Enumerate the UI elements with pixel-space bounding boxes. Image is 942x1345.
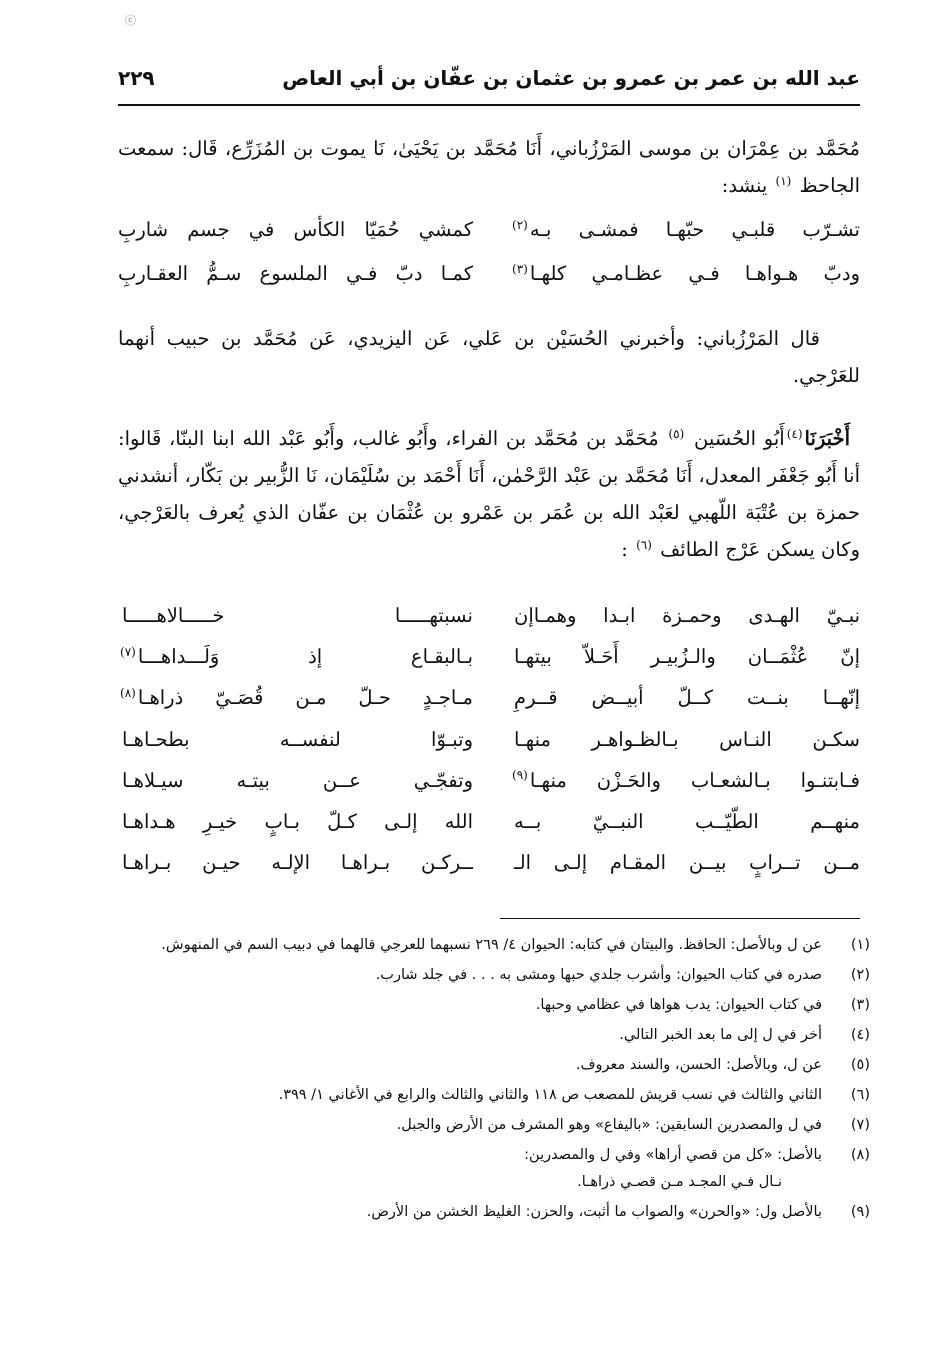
corner-mark: ⓒ (125, 14, 136, 27)
paragraph-3-text: : (621, 538, 628, 561)
verse-first-hemistich: تشـرّب قلبـي حبّهـا فمشـى بـه$^{(٢)}$ (512, 217, 860, 241)
verse-second-hemistich: وتبـوّا لنفســه بطحـاهـا (122, 727, 473, 751)
footnote-text: في ل والمصدرين السابقين: «باليفاع» وهو المشرف من الأرض والجبل. (396, 1117, 822, 1133)
verse-row (118, 728, 860, 769)
footnote-text: عن ل، وبالأصل: الحسن، والسند معروف. (575, 1057, 822, 1073)
footnotes (118, 932, 870, 1229)
footnote-ref: (٥) (668, 426, 685, 441)
verse-row (118, 262, 860, 306)
verse-first-hemistich: سكـن النـاس بـالظـواهـر منهـا (514, 727, 860, 751)
verse-first-hemistich: إنّ عُثْمَــان والـزُبيـر أَحَـلاّ بيتهـا (514, 645, 860, 669)
verse-second-hemistich: كمشي حُمَيّا الكأس في جسم شاربِ (118, 218, 473, 241)
verse-second-hemistich: ــركـن بـراهـا الإلـه حيـن بـراهـا (122, 851, 473, 875)
footnote (118, 1082, 870, 1109)
verse-second-hemistich: وتفجّـي عــن بيتـه سيـلاهـا (122, 768, 473, 792)
footnote-ref: (٦) (636, 537, 652, 552)
footnote (118, 932, 870, 959)
verse-row (118, 769, 860, 810)
footnote-text: بالأصل ول: «والحرن» والصواب ما أثبت، والحزن: الغليظ الخشن من الأرض. (366, 1204, 822, 1220)
verse-second-hemistich: بـالبقـاع إذ وَلَـــداهـــا$^{(٧)}$ (120, 644, 473, 669)
footnote (118, 1112, 870, 1139)
footnote-ref: (٧) (120, 644, 136, 659)
footnote-number: (٨) (850, 1147, 870, 1163)
footnote-text: أخر في ل إلى ما بعد الخبر التالي. (619, 1027, 822, 1043)
footnote-ref: (٣) (512, 261, 528, 276)
footnote-text: في كتاب الحيوان: يدب هواها في عظامي وحبها. (535, 997, 822, 1013)
footnote-number: (١) (850, 937, 870, 953)
paragraph-3 (118, 420, 860, 568)
paragraph-2: قال المَرْزُباني: وأخبرني الحُسَيْن بن عَلي، عَن اليزيدي، عَن مُحَمَّد بن حبيب أنهما للعَرْجي. (118, 327, 860, 387)
verse-first-hemistich: مــن تــرابٍ بيــن المقـام إلـى الـ (514, 851, 860, 875)
paragraph-1-text: مُحَمَّد بن عِمْرَان بن موسى المَرْزُباني، أَنَا مُحَمَّد بن يَحْيَىٰ، نَا يموت بن المُزَرِّع، قَال: سمعت الجاحظ (118, 137, 860, 197)
footnote-ref: (٨) (120, 685, 136, 700)
paragraph-3-text: مُحَمَّد بن مُحَمَّد بن الفراء، وأَبُو غالب، وأَبُو عَبْد الله ابنا البنّا، قَالوا: أنا أَبُو جَعْفَر المعدل، أَنَا مُحَمَّد بن عَبْد الرَّحْمٰن، أَنَا أَحْمَد بن سُلَيْمَان، نَا الزُّبير بن بَكّار، أنشدني حمزة بن عُتْبَة اللّهبي لعَبْد الله بن عُمَر بن عَمْرو بن عُثْمَان بن عفّان الذي يُعرف بالعَرْجي، وكان يسكن عَرْج الطائف (118, 427, 860, 561)
footnote-ref: (١) (775, 173, 792, 188)
verse-first-hemistich: منهــم الطّيّــب النبــيّ بــه (514, 809, 860, 833)
verse-first-hemistich: فـابتنـوا بـالشعـاب والحَـزْن منهـا$^{(٩)}$ (512, 768, 860, 792)
paragraph-1 (118, 130, 860, 204)
running-title: عبد الله بن عمر بن عمرو بن عثمان بن عفّان بن أبي العاص (282, 66, 860, 90)
footnote (118, 1052, 870, 1079)
verse-row (118, 810, 860, 851)
footnote-number: (٥) (850, 1057, 870, 1073)
footnote (118, 992, 870, 1019)
paragraph-1-text-end: ينشد: (721, 174, 768, 197)
footnote-quoted-verse: نـال فـي المجـد مـن قصـي ذراهـا. (577, 1174, 782, 1190)
verse-row (118, 686, 860, 727)
footnote-rule (500, 918, 860, 919)
verse-row (118, 604, 860, 645)
footnote-number: (٩) (850, 1204, 870, 1220)
verse-block-1 (118, 218, 860, 306)
verse-block-2 (118, 604, 860, 892)
footnote-number: (٤) (850, 1027, 870, 1043)
verse-second-hemistich: مـاجـدٍ حـلّ مـن قُصَـيّ ذراهـا$^{(٨)}$ (120, 685, 473, 710)
footnote (118, 1199, 870, 1226)
footnote-ref: (٩) (512, 768, 528, 783)
verse-row (118, 645, 860, 686)
verse-row (118, 218, 860, 262)
verse-first-hemistich: ودبّ هـواهـا فـي عظـامـي كلهـا$^{(٣)}$ (512, 261, 860, 285)
footnote-number: (٧) (850, 1117, 870, 1133)
header-rule (118, 104, 860, 106)
verse-first-hemistich: نبـيّ الهـدى وحمـزة ابـدا وهمـاإن (514, 604, 860, 627)
footnote-number: (٦) (850, 1087, 870, 1103)
footnote-text: عن ل وبالأصل: الحافظ. والبيتان في كتابه: الحيوان ٤/ ٢٦٩ نسبهما للعرجي قالهما في دبيب السم في المنهوش. (161, 937, 822, 953)
verse-second-hemistich: نسبتهـــــا خـــــالاهـــــا (122, 604, 473, 627)
footnote-number: (٢) (850, 967, 870, 983)
verse-first-hemistich: إنّهــا بنــت كــلّ أبيــض قــرمِ (514, 686, 860, 710)
footnote-text: الثاني والثالث في نسب قريش للمصعب ص ١١٨ والثاني والثالث والرابع في الأغاني ١/ ٣٩٩. (278, 1087, 822, 1103)
footnote-text: صدره في كتاب الحيوان: وأشرب جلدي حبها ومشى به . . . في جلد شارب. (375, 967, 822, 983)
lead-word: أَخْبَرَنَا (804, 427, 851, 450)
footnote (118, 1022, 870, 1049)
footnote (118, 1142, 870, 1196)
footnote (118, 962, 870, 989)
verse-second-hemistich: الله إلـى كـلّ بـابٍ خيـرِ هـداهـا (122, 809, 473, 833)
paragraph-3-text: أَبُو الحُسَين (693, 427, 785, 450)
footnote-ref: (٤) (786, 426, 803, 441)
footnote-ref: (٢) (512, 217, 528, 232)
footnote-text: بالأصل: «كل من قصي أراها» وفي ل والمصدرين: (524, 1147, 822, 1163)
page-header (118, 66, 860, 100)
footnote-number: (٣) (850, 997, 870, 1013)
verse-second-hemistich: كمـا دبّ فـي الملسوع سـمُّ العقـاربِ (118, 262, 473, 285)
page-number: ٢٢٩ (118, 66, 155, 90)
verse-row (118, 851, 860, 892)
